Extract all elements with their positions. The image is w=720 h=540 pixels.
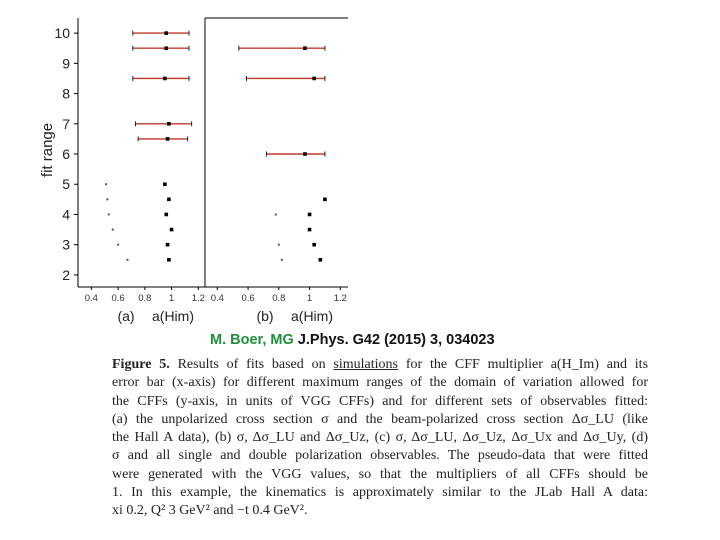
data-point-a-1 [164, 46, 168, 50]
y-tick-label-8: 10 [54, 25, 70, 42]
caption-text: Results of fits based on [177, 357, 334, 372]
data-point-a-3 [167, 122, 171, 126]
caption-line [112, 447, 648, 465]
x-tick-label-b-2: 0.8 [272, 293, 286, 304]
caption-text: xi 0.2, Q² 3 GeV² and −t 0.4 GeV². [112, 503, 308, 519]
x-tick-label-a-2: 0.8 [138, 293, 152, 304]
data-point-a-10 [167, 258, 171, 262]
caption-line [112, 374, 648, 392]
panel-a-y-ticks [54, 25, 78, 283]
y-tick-label-0: 2 [62, 266, 70, 283]
caption-underlined-word: simulations [333, 357, 398, 372]
data-point-b-6 [312, 243, 316, 247]
caption-text: for the CFF multiplier a(H_Im) and its [397, 357, 649, 372]
data-point-b-7 [319, 258, 323, 262]
data-point-a-8 [170, 228, 174, 232]
data-point-b-3 [323, 198, 327, 202]
panel-a-xlabel: a(Him) [152, 308, 194, 324]
x-tick-label-b-3: 1 [306, 293, 313, 304]
data-point-b-4 [308, 213, 312, 217]
panel-b-label: (b) [256, 308, 274, 324]
faint-point-a-4 [117, 244, 119, 246]
data-point-b-0 [303, 46, 307, 50]
x-tick-label-b-1: 0.6 [241, 293, 255, 304]
data-point-a-7 [164, 213, 168, 217]
citation-reference: J.Phys. G42 (2015) 3, 034023 [297, 332, 495, 348]
panel-a [39, 18, 205, 324]
y-tick-label-7: 9 [62, 55, 70, 72]
caption-text: the Hall A data), (b) σ, Δσ_LU and Δσ_Uz, (c) σ, Δσ_LU, Δσ_Uz, Δσ_Ux and Δσ_Uy, (d) [112, 430, 648, 446]
y-tick-label-2: 4 [62, 206, 70, 223]
caption-text: 1. In this example, the kinematics is approximately similar to the JLab Hall A data: [112, 485, 648, 501]
x-tick-label-a-4: 1.2 [191, 293, 205, 304]
panel-b-x-ticks [211, 287, 347, 304]
data-point-b-5 [308, 228, 312, 232]
x-tick-label-b-4: 1.2 [333, 293, 347, 304]
faint-point-a-5 [126, 259, 128, 261]
caption-text: the CFFs (y-axis, in units of VGG CFFs) and for different sets of observables fitted: [112, 393, 648, 409]
data-point-b-2 [303, 152, 307, 156]
faint-point-a-1 [106, 198, 108, 200]
caption-text: (a) the unpolarized cross section σ and the beam-polarized cross section Δσ_LU (like [112, 411, 648, 427]
x-tick-label-a-3: 1 [168, 293, 175, 304]
caption-line [112, 502, 648, 520]
caption-text: were generated with the VGG values, so that the multipliers of all CFFs should be [112, 466, 648, 482]
faint-point-b-0 [275, 213, 277, 215]
citation-authors: M. Boer, MG [210, 332, 294, 348]
y-tick-label-3: 5 [62, 176, 70, 193]
data-point-a-5 [163, 182, 167, 186]
caption-text: σ and all single and double polarization observables. The pseudo-data that were fitted [112, 448, 648, 464]
x-tick-label-b-0: 0.4 [210, 293, 224, 304]
caption-line [112, 356, 648, 374]
panel-a-marks [105, 31, 192, 262]
data-point-a-0 [164, 31, 168, 35]
faint-point-b-1 [278, 244, 280, 246]
citation [210, 332, 495, 348]
caption-figure-label: Figure 5. [112, 357, 170, 372]
y-tick-label-6: 8 [62, 85, 70, 102]
panel-a-label: (a) [117, 308, 135, 324]
panel-b-marks [239, 46, 327, 262]
figure-caption [112, 356, 648, 521]
caption-line [112, 484, 648, 502]
faint-point-a-0 [105, 183, 107, 185]
data-point-b-1 [312, 77, 316, 81]
x-tick-label-a-1: 0.6 [111, 293, 125, 304]
caption-text: error bar (x-axis) for different maximum ranges of the domain of variation allowed for [112, 375, 648, 391]
data-point-a-6 [167, 198, 171, 202]
panel-b [205, 18, 348, 324]
y-tick-label-1: 3 [62, 236, 70, 253]
panel-a-x-ticks [85, 287, 205, 304]
faint-point-a-2 [108, 213, 110, 215]
caption-line [112, 466, 648, 484]
panel-b-xlabel: a(Him) [291, 308, 333, 324]
panel-a-ylabel: fit range [39, 122, 56, 178]
faint-point-b-2 [281, 259, 283, 261]
data-point-a-4 [166, 137, 170, 141]
y-tick-label-5: 7 [62, 115, 70, 132]
faint-point-a-3 [112, 229, 114, 231]
caption-line [112, 429, 648, 447]
x-tick-label-a-0: 0.4 [84, 293, 98, 304]
data-point-a-2 [163, 77, 167, 81]
caption-line [112, 393, 648, 411]
data-point-a-9 [166, 243, 170, 247]
caption-line [112, 411, 648, 429]
y-tick-label-4: 6 [62, 146, 70, 163]
